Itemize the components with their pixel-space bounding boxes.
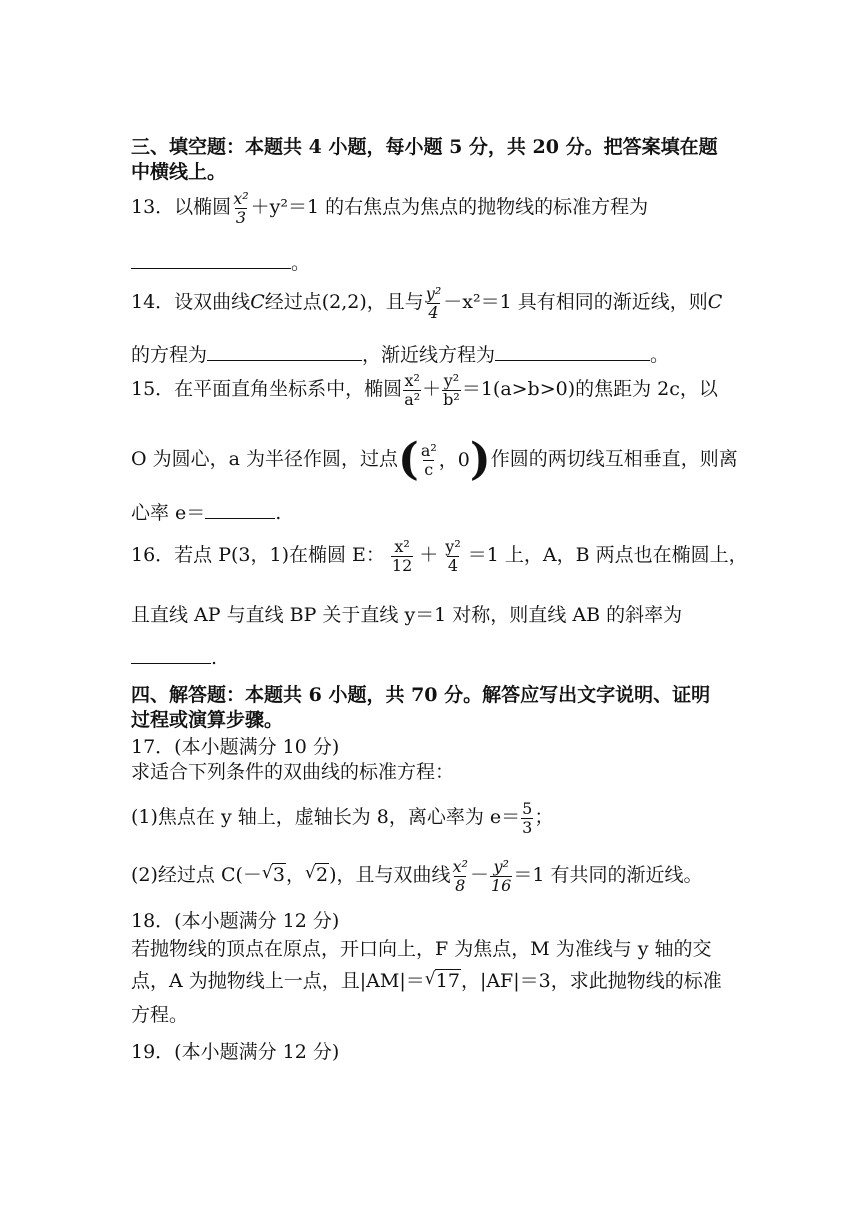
q15-answer-blank[interactable]	[205, 500, 275, 519]
q17-sqrt-3: √ 3	[262, 866, 286, 885]
q15-point: ( $\frac{\text{a²}}{c}$ ，0 )	[397, 434, 491, 485]
q16-fraction-1: $\frac{\text{x²}}{12}$	[391, 537, 413, 575]
question-13	[131, 190, 648, 226]
question-15: 15．在平面直角坐标系中，椭圆 $\frac{\text{x²}}{\text{a²}}$ ＋ $\frac{\text{y²}}{\text{b²}}$ ＝1(a>b>0)的焦距为 2c，以	[131, 371, 718, 409]
q17-p2-fraction-2: $\frac{\text{y²}}{16}$	[490, 857, 512, 895]
q17-p2-fraction-1: $\frac{\text{x²}}{8}$	[452, 857, 468, 895]
q14-answer-line: 的方程为 ，渐近线方程为 。	[131, 344, 670, 366]
q15-fraction-2: $\frac{\text{y²}}{\text{b²}}$	[443, 371, 460, 409]
q17-intro: 求适合下列条件的双曲线的标准方程：	[131, 761, 455, 783]
q17-p1-fraction: $\frac{5}{3}$	[522, 799, 533, 837]
q13-fraction: $\frac{\text{x²}}{3}$	[233, 189, 249, 227]
q14-fraction: $\frac{\text{y²}}{4}$	[425, 284, 442, 322]
q16-line3: .	[131, 645, 217, 668]
q14-answer-blank-2[interactable]	[495, 342, 650, 361]
q14-answer-blank-1[interactable]	[207, 342, 362, 361]
section4-title-line2: 过程或演算步骤。	[131, 709, 284, 731]
q13-text: ＋y²＝1 的右焦点为焦点的抛物线的标准方程为	[250, 196, 649, 219]
q19-header: 19．(本小题满分 12 分)	[131, 1041, 340, 1063]
q16-line2: 且直线 AP 与直线 BP 关于直线 y＝1 对称，则直线 AB 的斜率为	[131, 604, 683, 626]
q15-line3: 心率 e＝ .	[131, 502, 282, 524]
q16-answer-blank[interactable]	[131, 645, 211, 664]
q18-header: 18．(本小题满分 12 分)	[131, 910, 340, 932]
q15-fraction-1: $\frac{\text{x²}}{\text{a²}}$	[404, 371, 421, 409]
section4-title-line1: 四、解答题：本题共 6 小题，共 70 分。解答应写出文字说明、证明	[131, 684, 711, 706]
q18-line3: 方程。	[131, 1004, 189, 1026]
q17-sqrt-2: √ 2	[305, 866, 329, 885]
q13-prefix: 13．以椭圆	[131, 196, 232, 219]
q18-sqrt-17: √ 17	[425, 972, 461, 991]
q17-part1: (1)焦点在 y 轴上，虚轴长为 8，离心率为 e＝ $\frac{5}{3}$ ；	[131, 799, 554, 837]
question-16: 16．若点 P(3，1)在椭圆 E： $\frac{\text{x²}}{12}$ ＋ $\frac{\text{y²}}{4}$ ＝1 上，A，B 两点也在椭圆上，	[131, 537, 748, 575]
q13-answer-line: 。	[131, 250, 310, 273]
section3-title-line1: 三、填空题：本题共 4 小题，每小题 5 分，共 20 分。把答案填在题	[131, 136, 718, 158]
question-14: 14．设双曲线C经过点(2,2)，且与 $\frac{\text{y²}}{4}$ －x²＝1 具有相同的渐近线，则C	[131, 284, 723, 322]
q18-line1: 若抛物线的顶点在原点，开口向上，F 为焦点，M 为准线与 y 轴的交	[131, 938, 712, 960]
q15-line2: O 为圆心，a 为半径作圆，过点 ( $\frac{\text{a²}}{c}$ ，0 ) 作圆的两切线互相垂直，则离	[131, 434, 738, 485]
q16-fraction-2: $\frac{\text{y²}}{4}$	[445, 537, 461, 575]
q17-header: 17．(本小题满分 10 分)	[131, 736, 340, 758]
q13-answer-blank[interactable]	[131, 250, 291, 269]
section3-title-line2: 中横线上。	[131, 161, 227, 183]
q17-part2: (2)经过点 C(－√ 3，√ 2)，且与双曲线 $\frac{\text{x²}}{8}$ － $\frac{\text{y²}}{16}$ ＝1 有共同的渐近线。	[131, 858, 702, 894]
q18-line2: 点，A 为抛物线上一点，且|AM|＝√ 17，|AF|＝3，求此抛物线的标准	[131, 972, 722, 991]
